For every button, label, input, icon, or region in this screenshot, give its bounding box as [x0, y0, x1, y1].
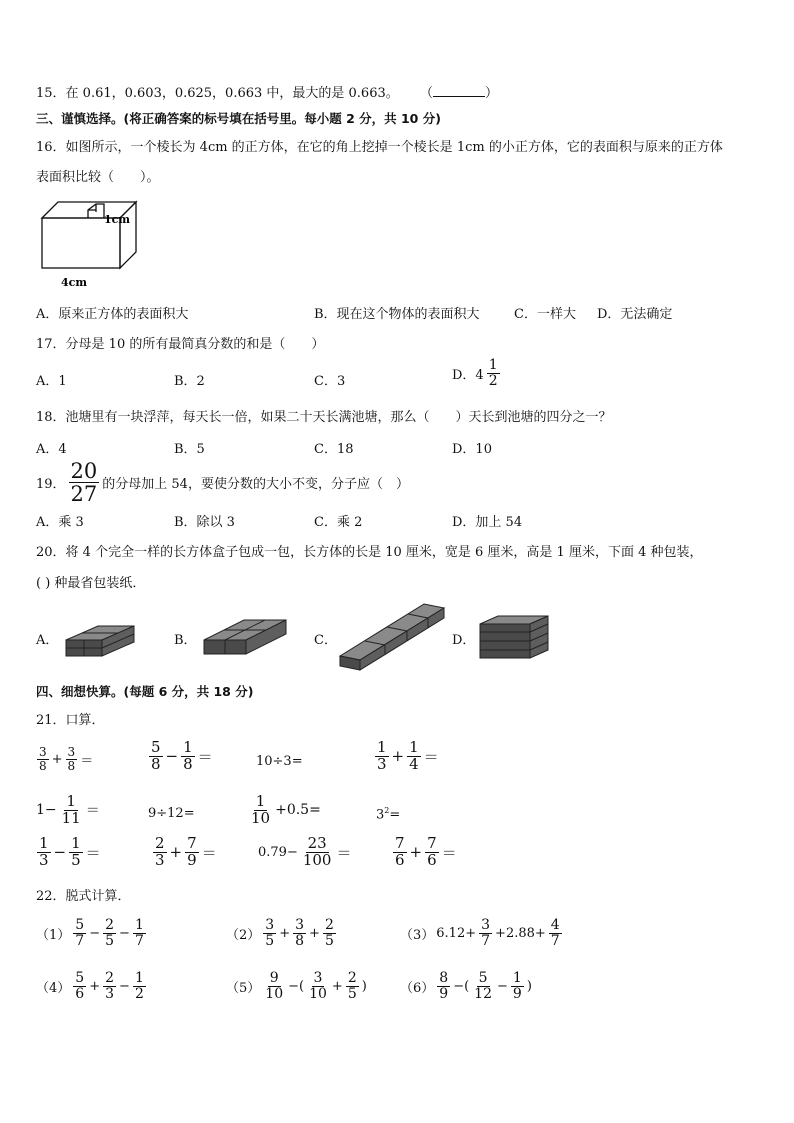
package-d-icon: [476, 612, 552, 662]
q21-item-2[interactable]: $\frac{5}{8}$ − $\frac{1}{8}$ ＝: [151, 738, 213, 773]
q21-item-6[interactable]: 9÷12=: [148, 806, 195, 821]
q21-item-4[interactable]: $\frac{1}{3}$ + $\frac{1}{4}$ ＝: [377, 738, 439, 773]
q17-text: 17．分母是 10 的所有最简真分数的和是（ ）: [36, 337, 325, 352]
q22-problem-5[interactable]: （5） $\frac{9}{10}$ −( $\frac{3}{10}$ + $\frac{2}{5}$ ): [226, 970, 367, 1002]
q21-title: 21．口算．: [36, 713, 105, 728]
q20-line1: 20．将 4 个完全一样的长方体盒子包成一包，长方体的长是 10 厘米，宽是 6 厘米，高是 1 厘米，下面 4 种包装，: [36, 545, 703, 560]
q20-option-c[interactable]: C．: [314, 633, 337, 648]
package-a-icon: [62, 608, 138, 662]
q16-option-b[interactable]: B．现在这个物体的表面积大: [314, 307, 480, 322]
q17-option-a[interactable]: A．1: [36, 374, 67, 389]
question-15: [36, 82, 399, 101]
q21-item-8[interactable]: $3^2=$: [376, 806, 401, 823]
q19-option-d[interactable]: D．加上 54: [452, 515, 523, 530]
q15-text: 15．在 0.61，0.603，0.625，0.663 中，最大的是 0.663。: [36, 86, 399, 101]
q15-answer-bracket[interactable]: （ ）: [420, 86, 499, 101]
q21-item-11[interactable]: 0.79− $\frac{23}{100}$ ＝: [258, 834, 352, 869]
q20-line2: ( ) 种最省包装纸．: [36, 576, 146, 591]
package-c-icon: [336, 598, 448, 672]
package-b-icon: [200, 604, 290, 666]
q22-problem-4[interactable]: （4） $\frac{5}{6}$ + $\frac{2}{3}$ − $\frac{1}{2}$: [36, 970, 144, 1002]
q21-item-7[interactable]: $\frac{1}{10}$ +0.5=: [251, 792, 321, 827]
q19-option-b[interactable]: B．除以 3: [174, 515, 235, 530]
q21-item-1[interactable]: $\frac{3}{8}$ + $\frac{3}{8}$ ＝: [39, 745, 94, 773]
q21-item-12[interactable]: $\frac{7}{6}$ + $\frac{7}{6}$ ＝: [395, 834, 457, 869]
q15-answer-blank[interactable]: [433, 84, 485, 97]
q20-option-a[interactable]: A．: [36, 633, 59, 648]
q19-option-a[interactable]: A．乘 3: [36, 515, 84, 530]
q19-option-c[interactable]: C．乘 2: [314, 515, 363, 530]
q22-problem-2[interactable]: （2） $\frac{3}{5}$ + $\frac{3}{8}$ + $\frac{2}{5}$: [226, 917, 334, 949]
cube-figure: [36, 196, 146, 292]
q18-option-d[interactable]: D．10: [452, 442, 492, 457]
q20-option-d[interactable]: D．: [452, 633, 476, 648]
q18-option-a[interactable]: A．4: [36, 442, 67, 457]
q18-text: 18．池塘里有一块浮萍，每天长一倍，如果二十天长满池塘，那么（ ）天长到池塘的四分之一？: [36, 410, 612, 425]
q21-item-3[interactable]: 10÷3=: [256, 754, 303, 769]
label-4cm: 4cm: [61, 276, 87, 289]
q16-option-a[interactable]: A．原来正方体的表面积大: [36, 307, 189, 322]
q21-item-5[interactable]: 1− $\frac{1}{11}$ ＝: [36, 792, 100, 827]
q18-option-c[interactable]: C．18: [314, 442, 354, 457]
q22-problem-3[interactable]: （3） 6.12+ $\frac{3}{7}$ +2.88+ $\frac{4}{7}$: [400, 917, 560, 949]
q19-text: 19． $\frac{20}{27}$ 的分母加上 54，要使分数的大小不变，分子应（ ）: [36, 459, 409, 507]
q16-line1: 16．如图所示，一个棱长为 4cm 的正方体，在它的角上挖掉一个棱长是 1cm 的小正方体，它的表面积与原来的正方体: [36, 140, 723, 155]
section-3-title: 三、谨慎选择。(将正确答案的标号填在括号里。每小题 2 分，共 10 分): [36, 111, 441, 126]
q20-option-b[interactable]: B．: [174, 633, 197, 648]
q17-option-b[interactable]: B．2: [174, 374, 205, 389]
q21-item-9[interactable]: $\frac{1}{3}$ − $\frac{1}{5}$ ＝: [39, 834, 101, 869]
q17-option-c[interactable]: C．3: [314, 374, 346, 389]
q22-problem-6[interactable]: （6） $\frac{8}{9}$ −( $\frac{5}{12}$ − $\frac{1}{9}$ ): [400, 970, 532, 1002]
cube-side-face: [120, 202, 136, 268]
q22-problem-1[interactable]: （1） $\frac{5}{7}$ − $\frac{2}{5}$ − $\frac{1}{7}$: [36, 917, 144, 949]
q16-option-c[interactable]: C．一样大: [514, 307, 576, 322]
label-1cm: 1cm: [104, 213, 130, 226]
q17-option-d[interactable]: D．4 $\frac{1}{2}$: [452, 357, 498, 389]
section-4-title: 四、细想快算。(每题 6 分，共 18 分): [36, 684, 254, 699]
q18-option-b[interactable]: B．5: [174, 442, 205, 457]
q22-title: 22．脱式计算．: [36, 889, 131, 904]
q21-item-10[interactable]: $\frac{2}{3}$ + $\frac{7}{9}$ ＝: [155, 834, 217, 869]
q16-line2: 表面积比较（ ）。: [36, 170, 160, 185]
q16-option-d[interactable]: D．无法确定: [597, 307, 673, 322]
